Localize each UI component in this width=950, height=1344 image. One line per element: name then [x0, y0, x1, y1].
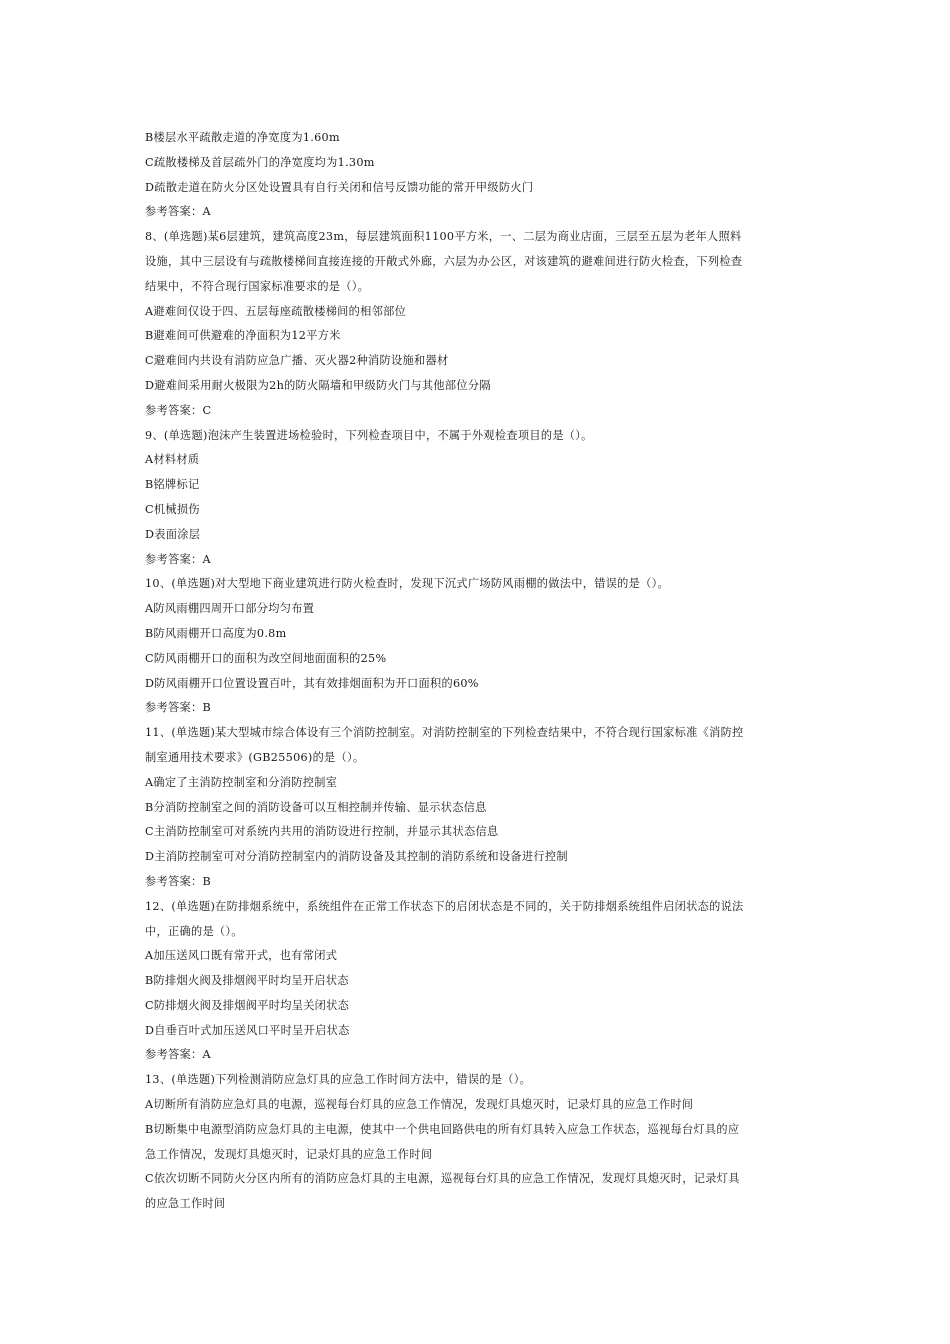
text-line: B铭牌标记 — [145, 478, 200, 492]
text-line: 中，正确的是（）。 — [145, 924, 243, 938]
text-line: 参考答案：B — [145, 701, 211, 715]
text-line: B分消防控制室之间的消防设备可以互相控制并传输、显示状态信息 — [145, 800, 487, 814]
text-line: A避难间仅设于四、五层每座疏散楼梯间的相邻部位 — [145, 304, 407, 318]
text-line: B切断集中电源型消防应急灯具的主电源，使其中一个供电回路供电的所有灯具转入应急工作状态，巡视每台灯具的应 — [145, 1122, 740, 1136]
text-line: A确定了主消防控制室和分消防控制室 — [145, 775, 338, 789]
text-line: C机械损伤 — [145, 502, 200, 516]
text-line: 13、(单选题)下列检测消防应急灯具的应急工作时间方法中，错误的是（）。 — [145, 1073, 532, 1087]
text-line: 参考答案：B — [145, 874, 211, 888]
text-line: A加压送风口既有常开式，也有常闭式 — [145, 949, 338, 963]
text-line: 参考答案：A — [145, 205, 211, 219]
text-line: 11、(单选题)某大型城市综合体设有三个消防控制室。对消防控制室的下列检查结果中，不符合现行国家标准《消防控 — [145, 726, 744, 740]
text-line: 结果中，不符合现行国家标准要求的是（）。 — [145, 279, 370, 293]
text-line: B防排烟火阀及排烟阀平时均呈开启状态 — [145, 974, 349, 988]
text-line: C主消防控制室可对系统内共用的消防设进行控制，并显示其状态信息 — [145, 825, 499, 839]
text-line: A切断所有消防应急灯具的电源，巡视每台灯具的应急工作情况，发现灯具熄灭时，记录灯具的应急工作时间 — [145, 1098, 694, 1112]
text-line: 设施，其中三层设有与疏散楼梯间直接连接的开敞式外廊，六层为办公区，对该建筑的避难间进行防火检查，下列检查 — [145, 254, 743, 268]
text-line: C疏散楼梯及首层疏外门的净宽度均为1.30m — [145, 155, 375, 169]
text-line: D疏散走道在防火分区处设置具有自行关闭和信号反馈功能的常开甲级防火门 — [145, 180, 534, 194]
text-line: C避难间内共设有消防应急广播、灭火器2种消防设施和器材 — [145, 354, 449, 368]
text-line: 9、(单选题)泡沫产生装置进场检验时，下列检查项目中，不属于外观检查项目的是（）。 — [145, 428, 593, 442]
text-line: C依次切断不同防火分区内所有的消防应急灯具的主电源，巡视每台灯具的应急工作情况，发现灯具熄灭时，记录灯具 — [145, 1172, 740, 1186]
text-line: 12、(单选题)在防排烟系统中，系统组件在正常工作状态下的启闭状态是不同的，关于防排烟系统组件启闭状态的说法 — [145, 899, 744, 913]
text-line: 10、(单选题)对大型地下商业建筑进行防火检查时，发现下沉式广场防风雨棚的做法中，错误的是（）。 — [145, 577, 670, 591]
text-line: 急工作情况，发现灯具熄灭时，记录灯具的应急工作时间 — [145, 1147, 433, 1161]
text-line: D防风雨棚开口位置设置百叶，其有效排烟面积为开口面积的60% — [145, 676, 479, 690]
text-line: B避难间可供避难的净面积为12平方米 — [145, 329, 341, 343]
text-line: C防排烟火阀及排烟阀平时均呈关闭状态 — [145, 998, 350, 1012]
text-line: 8、(单选题)某6层建筑，建筑高度23m，每层建筑面积1100平方米，一、二层为商业店面，三层至五层为老年人照料 — [145, 230, 742, 244]
text-line: 参考答案：C — [145, 403, 212, 417]
text-line: A材料材质 — [145, 453, 200, 467]
text-line: D表面涂层 — [145, 527, 201, 541]
text-line: 制室通用技术要求》(GB25506)的是（）。 — [145, 750, 365, 764]
text-line: 参考答案：A — [145, 1048, 211, 1062]
document-body — [145, 126, 810, 1217]
text-line: B楼层水平疏散走道的净宽度为1.60m — [145, 131, 340, 144]
text-line: D避难间采用耐火极限为2h的防火隔墙和甲级防火门与其他部位分隔 — [145, 378, 491, 392]
text-line: 参考答案：A — [145, 552, 211, 566]
text-line: C防风雨棚开口的面积为改空间地面面积的25% — [145, 651, 387, 665]
text-line: D自垂百叶式加压送风口平时呈开启状态 — [145, 1023, 350, 1037]
text-line: B防风雨棚开口高度为0.8m — [145, 626, 287, 640]
text-line: D主消防控制室可对分消防控制室内的消防设备及其控制的消防系统和设备进行控制 — [145, 850, 568, 864]
text-line: 的应急工作时间 — [145, 1197, 226, 1211]
text-line: A防风雨棚四周开口部分均匀布置 — [145, 602, 315, 616]
